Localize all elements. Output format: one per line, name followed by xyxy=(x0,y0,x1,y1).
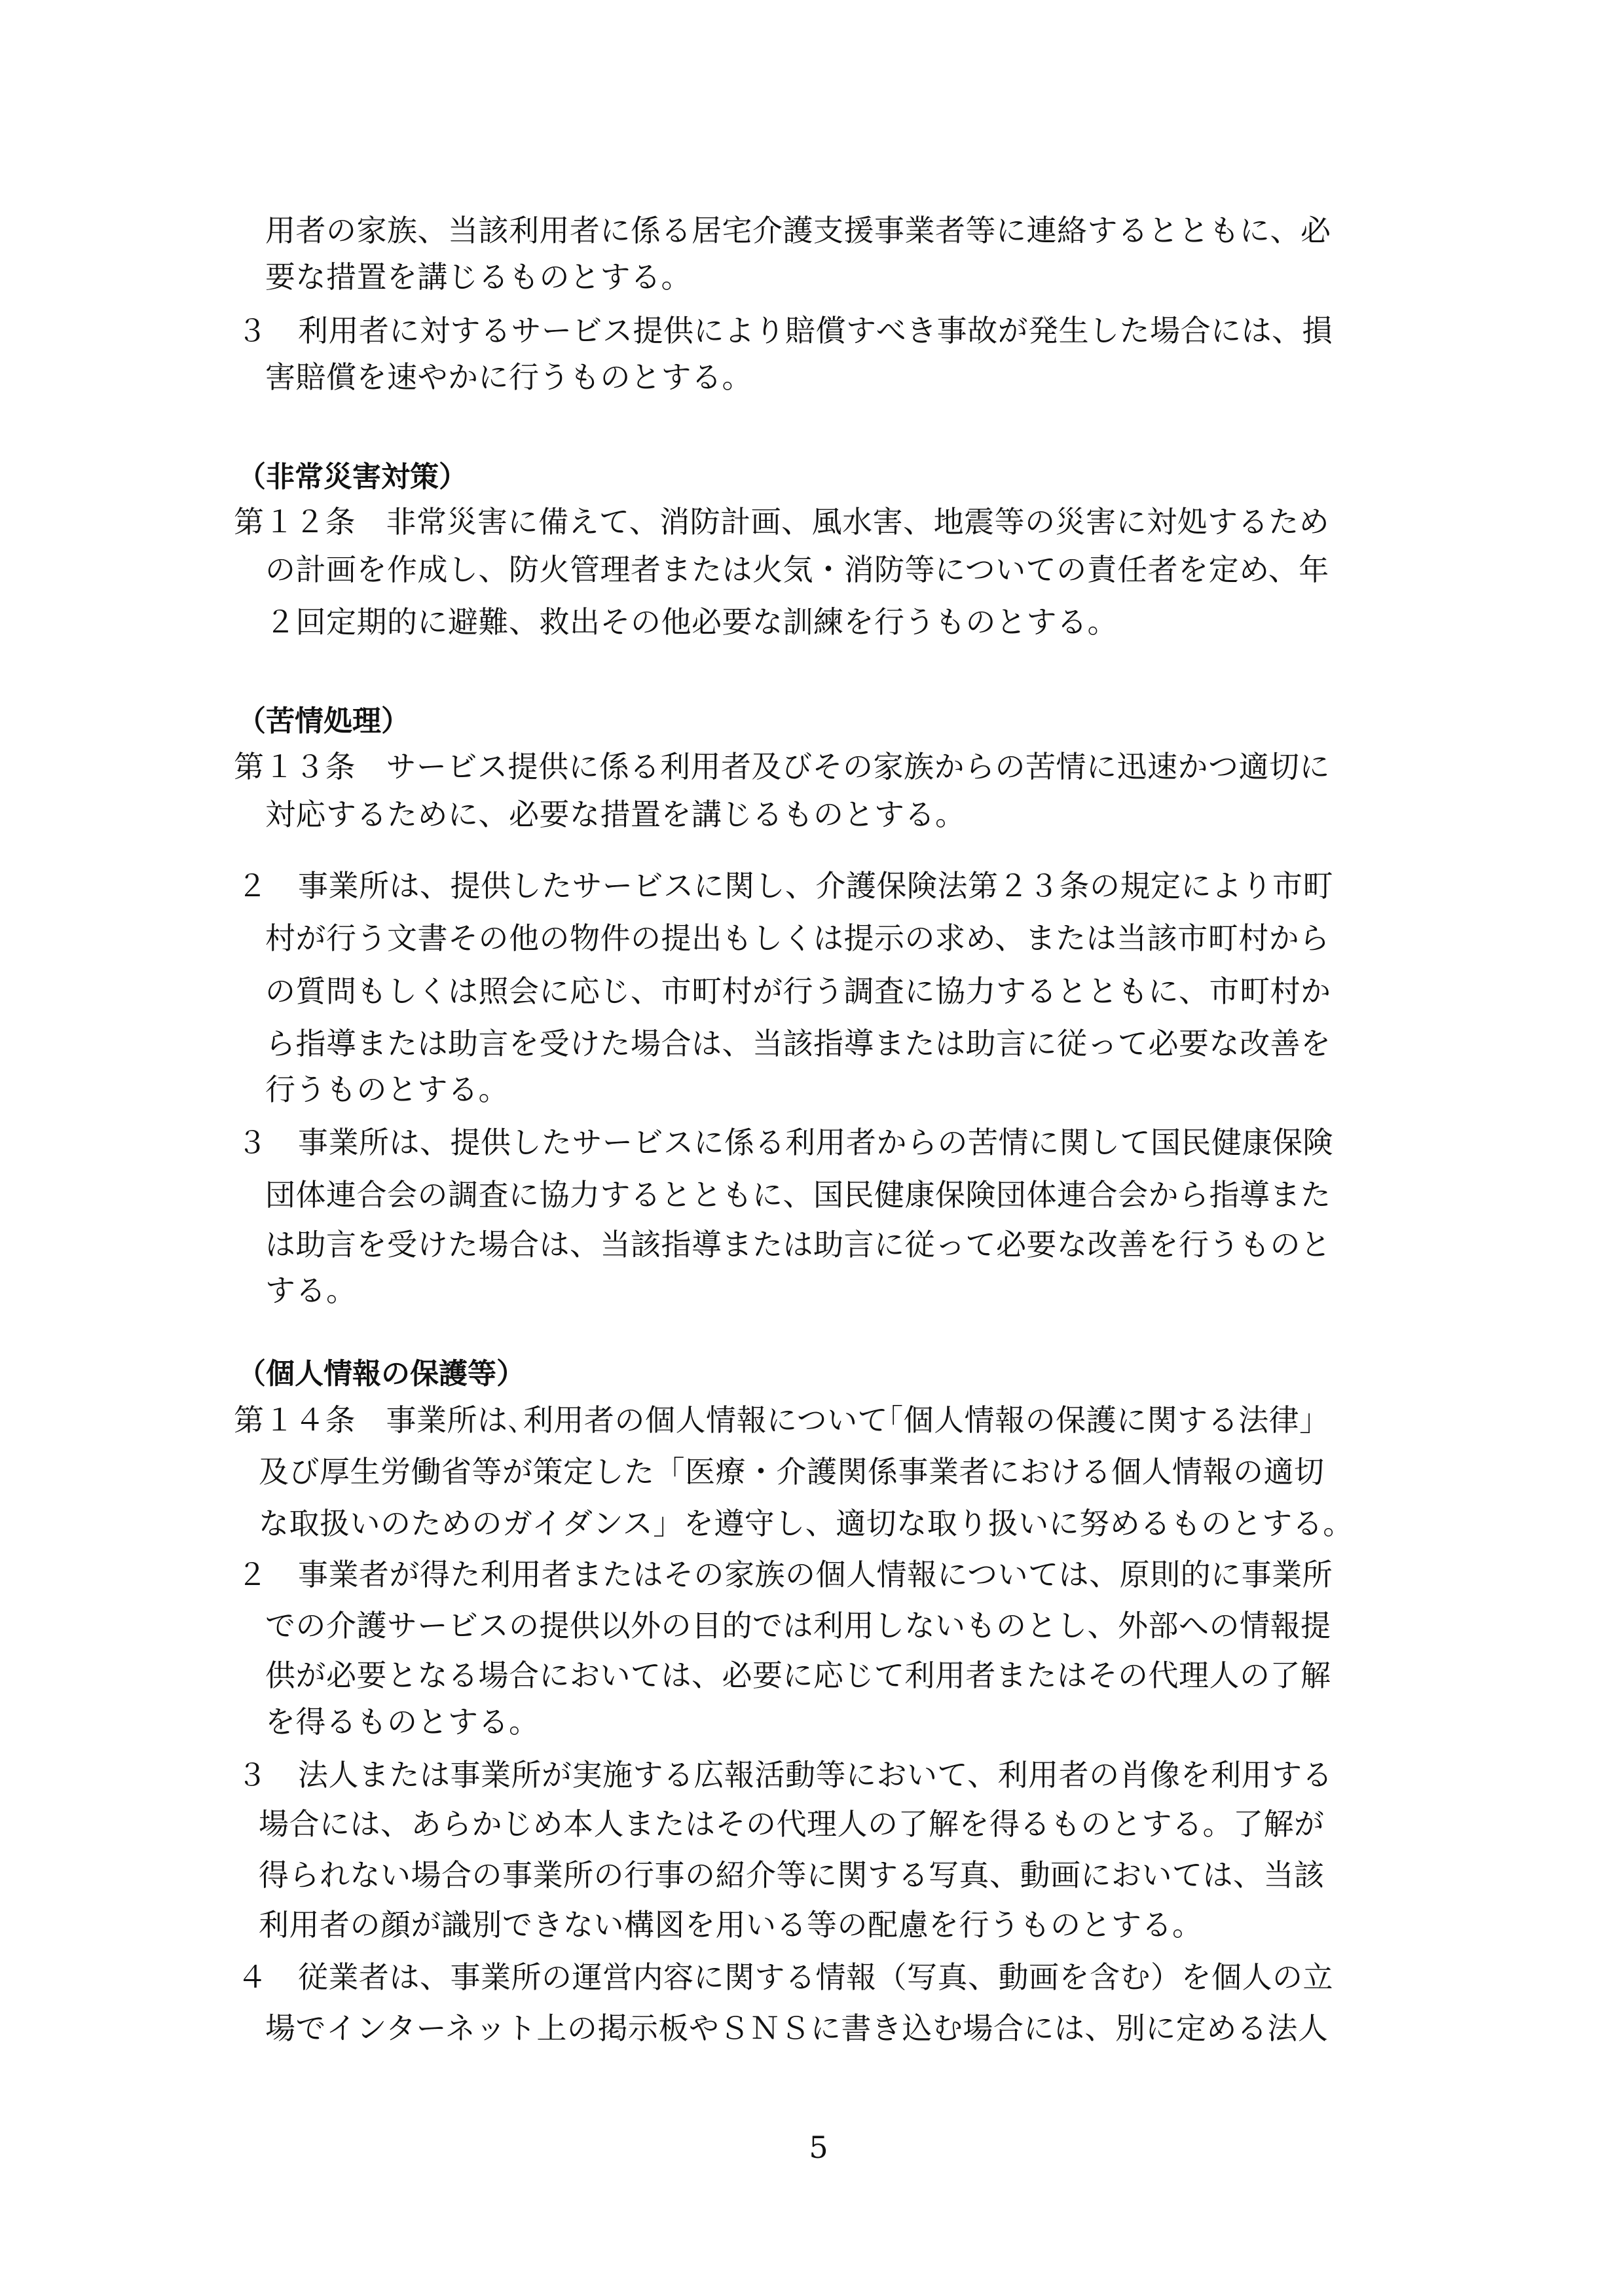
page-number: 5 xyxy=(809,2130,828,2165)
text-line: ２ 事業所は、提供したサービスに関し、介護保険法第２３条の規定により市町 xyxy=(237,868,1333,903)
section-heading-13: （苦情処理） xyxy=(237,704,410,738)
text-line: する。 xyxy=(265,1273,357,1308)
text-line: ４ 従業者は、事業所の運営内容に関する情報（写真、動画を含む）を個人の立 xyxy=(237,1959,1333,1995)
text-line: 得られない場合の事業所の行事の紹介等に関する写真、動画においては、当該 xyxy=(259,1857,1325,1893)
text-line: 供が必要となる場合においては、必要に応じて利用者またはその代理人の了解 xyxy=(265,1658,1331,1693)
section-heading-14: （個人情報の保護等） xyxy=(237,1357,525,1391)
text-line: 村が行う文書その他の物件の提出もしくは提示の求め、または当該市町村から xyxy=(265,920,1330,956)
text-line: 第１２条 非常災害に備えて、消防計画、風水害、地震等の災害に対処するため xyxy=(234,504,1330,539)
section-heading-12: （非常災害対策） xyxy=(237,460,468,494)
text-line: は助言を受けた場合は、当該指導または助言に従って必要な改善を行うものと xyxy=(265,1227,1331,1262)
text-line: な取扱いのためのガイダンス」を遵守し、適切な取り扱いに努めるものとする。 xyxy=(259,1506,1354,1541)
text-line: の質問もしくは照会に応じ、市町村が行う調査に協力するとともに、市町村か xyxy=(265,974,1331,1009)
text-line: 場合には、あらかじめ本人またはその代理人の了解を得るものとする。了解が xyxy=(259,1806,1325,1842)
text-line: 第１４条 事業所は､利用者の個人情報について｢個人情報の保護に関する法律｣ xyxy=(234,1402,1315,1438)
text-line: 場でインターネット上の掲示板やＳＮＳに書き込む場合には、別に定める法人 xyxy=(265,2011,1329,2046)
text-line: 害賠償を速やかに行うものとする。 xyxy=(265,359,752,395)
text-line: ２回定期的に避難、救出その他必要な訓練を行うものとする。 xyxy=(265,604,1118,640)
text-line: ３ 法人または事業所が実施する広報活動等において、利用者の肖像を利用する xyxy=(237,1757,1333,1793)
text-line: ３ 利用者に対するサービス提供により賠償すべき事故が発生した場合には、損 xyxy=(237,313,1333,348)
text-line: を得るものとする。 xyxy=(265,1704,540,1740)
text-line: での介護サービスの提供以外の目的では利用しないものとし、外部への情報提 xyxy=(265,1608,1331,1643)
text-line: 第１３条 サービス提供に係る利用者及びその家族からの苦情に迅速かつ適切に xyxy=(234,749,1330,784)
text-line: の計画を作成し、防火管理者または火気・消防等についての責任者を定め、年 xyxy=(265,552,1329,587)
text-line: ２ 事業者が得た利用者またはその家族の個人情報については、原則的に事業所 xyxy=(237,1557,1333,1592)
text-line: ら指導または助言を受けた場合は、当該指導または助言に従って必要な改善を xyxy=(265,1026,1331,1061)
text-line: 利用者の顔が識別できない構図を用いる等の配慮を行うものとする。 xyxy=(259,1907,1203,1942)
text-line: 及び厚生労働省等が策定した「医療・介護関係事業者における個人情報の適切 xyxy=(259,1454,1325,1489)
text-line: 団体連合会の調査に協力するとともに、国民健康保険団体連合会から指導また xyxy=(265,1177,1331,1212)
text-line: 要な措置を講じるものとする。 xyxy=(265,259,692,295)
text-line: 対応するために、必要な措置を講じるものとする。 xyxy=(265,797,966,832)
text-line: 用者の家族、当該利用者に係る居宅介護支援事業者等に連絡するとともに、必 xyxy=(265,213,1331,248)
text-line: 行うものとする。 xyxy=(265,1072,509,1107)
text-line: ３ 事業所は、提供したサービスに係る利用者からの苦情に関して国民健康保険 xyxy=(237,1125,1333,1160)
